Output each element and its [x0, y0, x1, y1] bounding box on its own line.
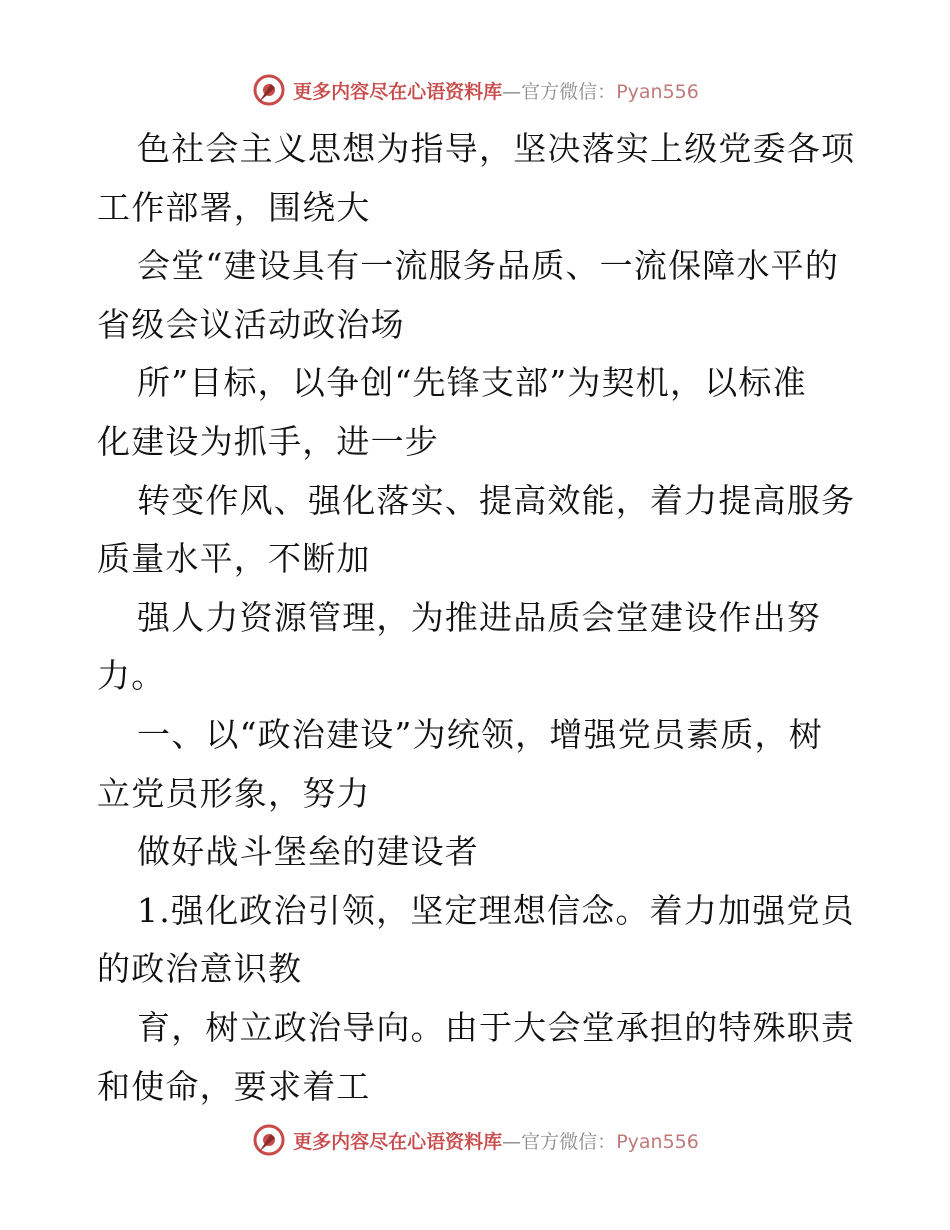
- text-line: 立党员形象，努力: [97, 773, 371, 813]
- text-line: 化建设为抓手，进一步: [97, 421, 439, 461]
- watermark-id: Pyan556: [616, 1130, 699, 1153]
- text-line: 一、以“政治建设”为统领，增强党员素质，树: [137, 714, 823, 754]
- footer-watermark: [0, 1120, 950, 1160]
- text-line: 转变作风、强化落实、提高效能，着力提高服务: [137, 480, 856, 520]
- text-line: 省级会议活动政治场: [97, 304, 405, 344]
- watermark-label: 官方微信：: [521, 80, 617, 103]
- watermark-text: [293, 77, 699, 104]
- watermark-separator: —: [502, 1130, 522, 1153]
- logo-icon: [251, 1122, 287, 1158]
- text-line: 1.强化政治引领，坚定理想信念。着力加强党员: [137, 890, 855, 930]
- watermark-brand: 更多内容尽在心语资料库: [293, 80, 503, 103]
- text-line: 色社会主义思想为指导，坚决落实上级党委各项: [137, 129, 856, 168]
- watermark-id: Pyan556: [616, 80, 699, 103]
- text-line: 育，树立政治导向。由于大会堂承担的特殊职责: [137, 1007, 856, 1047]
- watermark-text: [293, 1127, 699, 1154]
- text-line: 所”目标，以争创“先锋支部”为契机，以标准: [137, 363, 807, 403]
- text-line: 做好战斗堡垒的建设者: [137, 832, 479, 872]
- text-line: 强人力资源管理，为推进品质会堂建设作出努: [137, 597, 821, 637]
- watermark-separator: —: [502, 80, 522, 103]
- text-line: 和使命，要求着工: [97, 1066, 371, 1106]
- text-line: 质量水平，不断加: [97, 539, 371, 579]
- logo-icon: [251, 72, 287, 108]
- text-line: 工作部署，围绕大: [97, 187, 371, 227]
- watermark-brand: 更多内容尽在心语资料库: [293, 1130, 503, 1153]
- header-watermark: [0, 70, 950, 110]
- text-line: 会堂“建设具有一流服务品质、一流保障水平的: [137, 246, 840, 286]
- text-line: 力。: [97, 656, 166, 696]
- text-line: 的政治意识教: [97, 949, 303, 989]
- document-body: [97, 120, 857, 1116]
- watermark-label: 官方微信：: [521, 1130, 617, 1153]
